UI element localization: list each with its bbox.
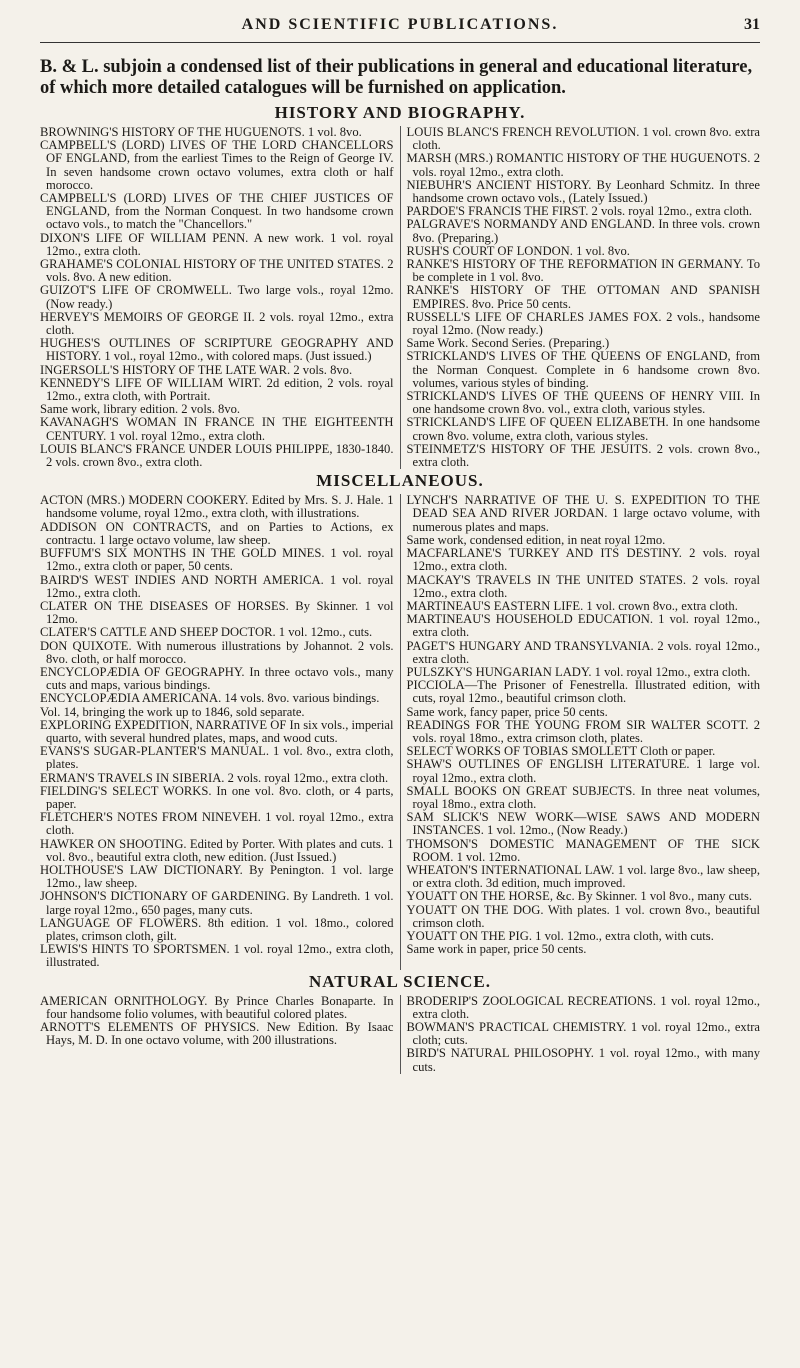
intro-paragraph: B. & L. subjoin a condensed list of their publications in general and educational literature, of which more detailed catalogues will be furnished on application.	[40, 57, 753, 98]
section-columns	[40, 126, 760, 469]
catalogue-entry: ENCYCLOPÆDIA AMERICANA. 14 vols. 8vo. various bindings.	[40, 691, 380, 706]
catalogue-entry: PALGRAVE'S NORMANDY AND ENGLAND. In three vols. crown 8vo. (Preparing.)	[406, 217, 760, 245]
catalogue-entry: DON QUIXOTE. With numerous illustrations by Johannot. 2 vols. 8vo. cloth, or half morocco.	[40, 638, 394, 666]
right-column	[401, 494, 761, 969]
left-column	[40, 126, 401, 469]
right-column	[401, 126, 761, 469]
catalogue-entry: Vol. 14, bringing the work up to 1846, sold separate.	[40, 704, 305, 719]
catalogue-entry: LANGUAGE OF FLOWERS. 8th edition. 1 vol. 18mo., colored plates, crimson cloth, gilt.	[40, 915, 394, 943]
section-columns	[40, 494, 760, 969]
catalogue-entry: MARTINEAU'S HOUSEHOLD EDUCATION. 1 vol. royal 12mo., extra cloth.	[406, 612, 760, 640]
catalogue-entry: LEWIS'S HINTS TO SPORTSMEN. 1 vol. royal 12mo., extra cloth, illustrated.	[40, 942, 394, 970]
catalogue-entry: READINGS FOR THE YOUNG FROM SIR WALTER SCOTT. 2 vols. royal 18mo., extra crimson cloth, plates.	[406, 717, 760, 745]
catalogue-entry: LOUIS BLANC'S FRENCH REVOLUTION. 1 vol. crown 8vo. extra cloth.	[406, 125, 760, 153]
left-column	[40, 995, 401, 1074]
catalogue-entry: LOUIS BLANC'S FRANCE UNDER LOUIS PHILIPPE, 1830-1840. 2 vols. crown 8vo., extra cloth.	[40, 441, 394, 470]
catalogue-entry: CAMPBELL'S (LORD) LIVES OF THE LORD CHANCELLORS OF ENGLAND, from the earliest Times to the Reign of George IV. In seven handsome crown octavo volumes, extra cloth or half morocco.	[40, 138, 394, 192]
catalogue-entry: HAWKER ON SHOOTING. Edited by Porter. With plates and cuts. 1 vol. 8vo., beautiful extra cloth, new edition. (Just Issued.)	[40, 836, 394, 864]
section-columns	[40, 995, 760, 1074]
section-title: HISTORY AND BIOGRAPHY.	[274, 103, 526, 122]
catalogue-entry: EXPLORING EXPEDITION, NARRATIVE OF In six vols., imperial quarto, with several hundred plates, maps, and wood cuts.	[40, 717, 394, 745]
catalogue-entry: CAMPBELL'S (LORD) LIVES OF THE CHIEF JUSTICES OF ENGLAND, from the Norman Conquest. In two handsome crown octavo vols., to match the "Chancellors."	[40, 191, 394, 232]
catalogue-entry: YOUATT ON THE PIG. 1 vol. 12mo., extra cloth, with cuts.	[406, 928, 714, 943]
catalogue-entry: HERVEY'S MEMOIRS OF GEORGE II. 2 vols. royal 12mo., extra cloth.	[40, 309, 394, 338]
catalogue-entry: WHEATON'S INTERNATIONAL LAW. 1 vol. large 8vo., law sheep, or extra cloth. 3d edition, much improved.	[406, 862, 760, 891]
catalogue-entry: STRICKLAND'S LIVES OF THE QUEENS OF HENRY VIII. In one handsome crown 8vo. vol., extra cloth, various styles.	[406, 389, 760, 417]
catalogue-entry: MARSH (MRS.) ROMANTIC HISTORY OF THE HUGUENOTS. 2 vols. royal 12mo., extra cloth.	[406, 151, 760, 179]
catalogue-entry: SMALL BOOKS ON GREAT SUBJECTS. In three neat volumes, royal 18mo., extra cloth.	[406, 783, 760, 811]
catalogue-entry: DIXON'S LIFE OF WILLIAM PENN. A new work. 1 vol. royal 12mo., extra cloth.	[40, 230, 394, 258]
catalogue-entry: GUIZOT'S LIFE OF CROMWELL. Two large vols., royal 12mo. (Now ready.)	[40, 283, 394, 311]
catalogue-entry: PICCIOLA—The Prisoner of Fenestrella. Illustrated edition, with cuts, royal 12mo., beautiful crimson cloth.	[406, 678, 760, 706]
catalogue-entry: ERMAN'S TRAVELS IN SIBERIA. 2 vols. royal 12mo., extra cloth.	[40, 770, 389, 785]
running-head	[40, 10, 760, 43]
left-column	[40, 494, 401, 969]
catalogue-entry: INGERSOLL'S HISTORY OF THE LATE WAR. 2 vols. 8vo.	[40, 362, 353, 377]
catalogue-entry: Same work, library edition. 2 vols. 8vo.	[40, 402, 241, 417]
catalogue-entry: ENCYCLOPÆDIA OF GEOGRAPHY. In three octavo vols., many cuts and maps, various bindings.	[40, 664, 394, 693]
catalogue-entry: KENNEDY'S LIFE OF WILLIAM WIRT. 2d edition, 2 vols. royal 12mo., extra cloth, with Portrait.	[40, 375, 394, 404]
catalogue-entry: SAM SLICK'S NEW WORK—WISE SAWS AND MODERN INSTANCES. 1 vol. 12mo., (Now Ready.)	[406, 810, 760, 838]
catalogue-entry: AMERICAN ORNITHOLOGY. By Prince Charles Bonaparte. In four handsome folio volumes, with beautiful colored plates.	[40, 993, 394, 1021]
catalogue-entry: ACTON (MRS.) MODERN COOKERY. Edited by Mrs. S. J. Hale. 1 handsome volume, royal 12mo., extra cloth, with illustrations.	[40, 493, 394, 521]
catalogue-entry: ARNOTT'S ELEMENTS OF PHYSICS. New Edition. By Isaac Hays, M. D. In one octavo volume, with 200 illustrations.	[40, 1020, 394, 1048]
catalogue-entry: ADDISON ON CONTRACTS, and on Parties to Actions, ex contractu. 1 large octavo volume, law sheep.	[40, 519, 394, 547]
catalogue-entry: STEINMETZ'S HISTORY OF THE JESUITS. 2 vols. crown 8vo., extra cloth.	[406, 441, 760, 470]
catalogue-entry: BROWNING'S HISTORY OF THE HUGUENOTS. 1 vol. 8vo.	[40, 125, 362, 139]
catalogue-sections	[40, 103, 760, 1074]
catalogue-entry: EVANS'S SUGAR-PLANTER'S MANUAL. 1 vol. 8vo., extra cloth, plates.	[40, 744, 394, 772]
catalogue-entry: BRODERIP'S ZOOLOGICAL RECREATIONS. 1 vol. royal 12mo., extra cloth.	[406, 993, 760, 1021]
catalogue-entry: BAIRD'S WEST INDIES AND NORTH AMERICA. 1 vol. royal 12mo., extra cloth.	[40, 572, 394, 600]
catalogue-entry: HUGHES'S OUTLINES OF SCRIPTURE GEOGRAPHY AND HISTORY. 1 vol., royal 12mo., with colored maps. (Just issued.)	[40, 336, 394, 364]
catalogue-entry: RANKE'S HISTORY OF THE REFORMATION IN GERMANY. To be complete in 1 vol. 8vo.	[406, 257, 760, 285]
catalogue-entry: GRAHAME'S COLONIAL HISTORY OF THE UNITED STATES. 2 vols. 8vo. A new edition.	[40, 257, 394, 285]
catalogue-entry: THOMSON'S DOMESTIC MANAGEMENT OF THE SICK ROOM. 1 vol. 12mo.	[406, 836, 760, 864]
section-title: MISCELLANEOUS.	[316, 471, 484, 491]
catalogue-entry: FLETCHER'S NOTES FROM NINEVEH. 1 vol. royal 12mo., extra cloth.	[40, 810, 394, 838]
catalogue-entry: KAVANAGH'S WOMAN IN FRANCE IN THE EIGHTEENTH CENTURY. 1 vol. royal 12mo., extra cloth.	[40, 415, 394, 443]
catalogue-entry: PAGET'S HUNGARY AND TRANSYLVANIA. 2 vols. royal 12mo., extra cloth.	[406, 638, 760, 666]
catalogue-entry: Same work in paper, price 50 cents.	[406, 942, 587, 957]
catalogue-entry: JOHNSON'S DICTIONARY OF GARDENING. By Landreth. 1 vol. large royal 12mo., 650 pages, many cuts.	[40, 889, 394, 917]
catalogue-entry: Same work, fancy paper, price 50 cents.	[406, 704, 608, 719]
catalogue-entry: MACFARLANE'S TURKEY AND ITS DESTINY. 2 vols. royal 12mo., extra cloth.	[406, 546, 760, 574]
catalogue-entry: RANKE'S HISTORY OF THE OTTOMAN AND SPANISH EMPIRES. 8vo. Price 50 cents.	[406, 283, 760, 311]
catalogue-entry: Same Work. Second Series. (Preparing.)	[406, 336, 610, 351]
catalogue-entry: NIEBUHR'S ANCIENT HISTORY. By Leonhard Schmitz. In three handsome crown octavo vols., (Lately Issued.)	[406, 177, 760, 206]
catalogue-entry: HOLTHOUSE'S LAW DICTIONARY. By Penington. 1 vol. large 12mo., law sheep.	[40, 862, 394, 891]
catalogue-entry: RUSH'S COURT OF LONDON. 1 vol. 8vo.	[406, 243, 630, 258]
catalogue-entry: PARDOE'S FRANCIS THE FIRST. 2 vols. royal 12mo., extra cloth.	[406, 204, 753, 219]
catalogue-entry: LYNCH'S NARRATIVE OF THE U. S. EXPEDITION TO THE DEAD SEA AND RIVER JORDAN. 1 large octavo volume, with numerous plates and maps.	[406, 493, 760, 534]
catalogue-entry: STRICKLAND'S LIVES OF THE QUEENS OF ENGLAND, from the Norman Conquest. Complete in 6 handsome crown 8vo. volumes, various styles of binding.	[406, 349, 760, 390]
page-number: 31	[744, 16, 760, 33]
right-column	[401, 995, 761, 1074]
catalogue-entry: RUSSELL'S LIFE OF CHARLES JAMES FOX. 2 vols., handsome royal 12mo. (Now ready.)	[406, 309, 760, 338]
catalogue-entry: SELECT WORKS OF TOBIAS SMOLLETT Cloth or paper.	[406, 744, 716, 759]
catalogue-entry: Same work, condensed edition, in neat royal 12mo.	[406, 532, 666, 547]
catalogue-entry: BOWMAN'S PRACTICAL CHEMISTRY. 1 vol. royal 12mo., extra cloth; cuts.	[406, 1020, 760, 1048]
catalogue-entry: MACKAY'S TRAVELS IN THE UNITED STATES. 2 vols. royal 12mo., extra cloth.	[406, 572, 760, 600]
running-head-title: AND SCIENTIFIC PUBLICATIONS.	[241, 16, 559, 33]
catalogue-entry: CLATER ON THE DISEASES OF HORSES. By Skinner. 1 vol 12mo.	[40, 598, 394, 627]
catalogue-entry: BUFFUM'S SIX MONTHS IN THE GOLD MINES. 1 vol. royal 12mo., extra cloth or paper, 50 cents.	[40, 546, 394, 574]
catalogue-entry: CLATER'S CATTLE AND SHEEP DOCTOR. 1 vol. 12mo., cuts.	[40, 625, 373, 640]
catalogue-entry: PULSZKY'S HUNGARIAN LADY. 1 vol. royal 12mo., extra cloth.	[406, 664, 751, 679]
catalogue-entry: MARTINEAU'S EASTERN LIFE. 1 vol. crown 8vo., extra cloth.	[406, 598, 738, 613]
catalogue-entry: YOUATT ON THE HORSE, &c. By Skinner. 1 vol 8vo., many cuts.	[406, 889, 753, 904]
catalogue-entry: SHAW'S OUTLINES OF ENGLISH LITERATURE. 1 large vol. royal 12mo., extra cloth.	[406, 757, 760, 785]
catalogue-entry: BIRD'S NATURAL PHILOSOPHY. 1 vol. royal 12mo., with many cuts.	[406, 1046, 760, 1074]
section-title: NATURAL SCIENCE.	[309, 971, 491, 991]
catalogue-entry: STRICKLAND'S LIFE OF QUEEN ELIZABETH. In one handsome crown 8vo. volume, extra cloth, various styles.	[406, 415, 760, 443]
catalogue-entry: YOUATT ON THE DOG. With plates. 1 vol. crown 8vo., beautiful crimson cloth.	[406, 902, 760, 930]
catalogue-entry: FIELDING'S SELECT WORKS. In one vol. 8vo. cloth, or 4 parts, paper.	[40, 783, 394, 811]
